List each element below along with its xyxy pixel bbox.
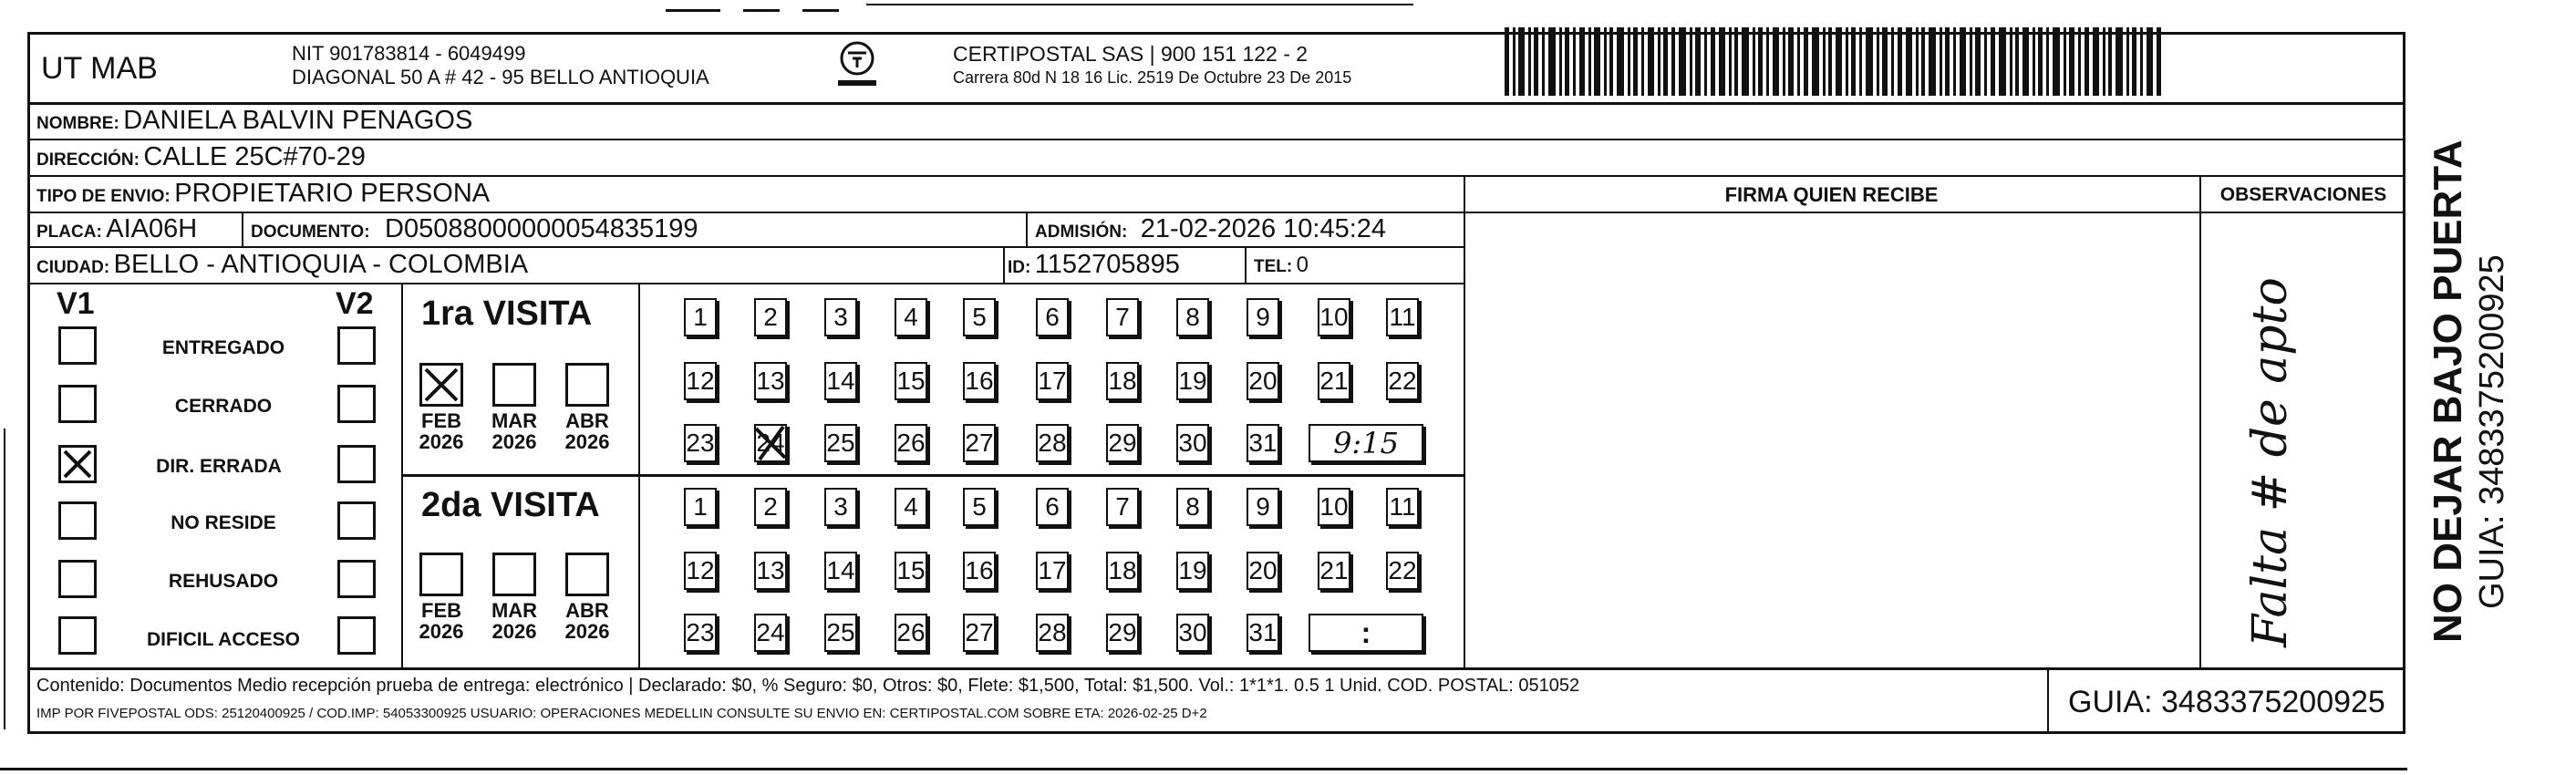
day-number: 25 (826, 429, 855, 457)
day-number: 3 (833, 492, 848, 521)
first-day-4[interactable] (895, 298, 927, 336)
company-nit: NIT 901783814 - 6049499 (292, 42, 526, 65)
first-day-29[interactable] (1106, 424, 1139, 462)
rule (27, 212, 2405, 213)
v2-checkbox-entregado[interactable] (337, 326, 376, 365)
second-month-mar-checkbox[interactable] (492, 553, 536, 596)
day-number: 19 (1178, 556, 1207, 584)
carrier-license: Carrera 80d N 18 16 Lic. 2519 De Octubre 23 De 2015 (953, 68, 1352, 87)
day-number: 24 (756, 618, 785, 646)
footer-guia: GUIA: 3483375200925 (2068, 685, 2385, 719)
first-day-28[interactable] (1036, 424, 1069, 462)
second-day-9[interactable] (1247, 488, 1279, 526)
first-day-27[interactable] (963, 424, 996, 462)
day-number: 21 (1319, 367, 1349, 395)
day-number: 28 (1038, 618, 1067, 646)
v1-checkbox-cerrado[interactable] (58, 385, 97, 423)
second-day-8[interactable] (1176, 488, 1209, 526)
first-day-9[interactable] (1247, 298, 1279, 336)
v2-checkbox-rehusado[interactable] (337, 560, 376, 598)
day-number: 12 (686, 556, 715, 584)
status-rehusado: REHUSADO (168, 571, 279, 592)
first-day-30[interactable] (1176, 424, 1209, 462)
day-number: 29 (1108, 429, 1137, 457)
second-month-abr-checkbox[interactable] (565, 553, 609, 596)
day-number: 20 (1248, 556, 1278, 584)
documento-cell (251, 216, 698, 243)
second-day-25[interactable] (824, 614, 857, 652)
tipo-row (36, 181, 490, 207)
direccion-row (36, 144, 366, 170)
day-number: 6 (1045, 492, 1060, 521)
second-day-21[interactable] (1318, 552, 1350, 590)
placa-cell (36, 216, 197, 243)
status-entregado: ENTREGADO (161, 337, 285, 358)
second-month-abr-label: ABR 2026 (564, 599, 610, 644)
day-number: 7 (1115, 492, 1130, 521)
v1-checkbox-dir-errada[interactable] (58, 445, 97, 483)
v1-label: V1 (57, 286, 95, 321)
day-number: 5 (972, 492, 987, 521)
second-day-5[interactable] (963, 488, 996, 526)
status-no-reside: NO RESIDE (171, 512, 276, 533)
day-number: 18 (1108, 367, 1137, 395)
id-value: 1152705895 (1034, 250, 1180, 279)
first-day-23[interactable] (684, 424, 717, 462)
footer-line-1: Contenido: Documentos Medio recepción prueba de entrega: electrónico | Declarado: $0, % Seguro: $0, Otros: $0, Flete: $1,500, Total: $1,500. Vol.: 1*1*1. 0.5 1 Unid. COD. POSTAL: 051052 (36, 676, 1580, 696)
day-number: 11 (1389, 492, 1416, 521)
documento-value: D05088000000054835199 (385, 214, 698, 243)
first-month-feb-label: FEB 2026 (419, 409, 464, 454)
first-day-22[interactable] (1386, 362, 1419, 400)
second-visit-time-box[interactable] (1309, 614, 1423, 652)
second-day-1[interactable] (684, 488, 717, 526)
first-day-26[interactable] (895, 424, 927, 462)
rule (27, 175, 2405, 177)
nombre-row (36, 108, 472, 134)
first-month-mar-checkbox[interactable] (492, 363, 536, 407)
first-day-16[interactable] (963, 362, 996, 400)
carrier-name: CERTIPOSTAL SAS | 900 151 122 - 2 (953, 42, 1309, 66)
day-number: 16 (965, 367, 994, 395)
second-day-30[interactable] (1176, 614, 1209, 652)
id-cell (1008, 252, 1180, 278)
day-number: 29 (1108, 618, 1137, 646)
second-day-4[interactable] (895, 488, 927, 526)
handwritten-text: Falta # de apto (2243, 277, 2298, 647)
x-mark-icon (61, 448, 94, 480)
first-day-2[interactable] (754, 298, 787, 336)
second-day-6[interactable] (1036, 488, 1069, 526)
day-number: 8 (1185, 303, 1200, 331)
second-day-15[interactable] (895, 552, 927, 590)
first-day-1[interactable] (684, 298, 717, 336)
day-number: 25 (826, 618, 855, 646)
day-number: 26 (896, 429, 926, 457)
ciudad-label: CIUDAD: (36, 258, 110, 277)
first-month-mar-label: MAR 2026 (491, 409, 538, 454)
second-day-24[interactable] (754, 614, 787, 652)
first-day-8[interactable] (1176, 298, 1209, 336)
day-number: 17 (1038, 367, 1067, 395)
first-day-13[interactable] (754, 362, 787, 400)
second-day-7[interactable] (1106, 488, 1139, 526)
second-month-feb-checkbox[interactable] (419, 553, 463, 596)
handwritten-observation (2207, 277, 2398, 666)
first-day-6[interactable] (1036, 298, 1069, 336)
day-number: 1 (693, 492, 708, 521)
placa-value: AIA06H (106, 214, 198, 243)
second-day-19[interactable] (1176, 552, 1209, 590)
day-number: 23 (686, 429, 715, 457)
top-dash (866, 4, 1413, 5)
rule (1003, 246, 1005, 283)
v1-checkbox-dificil-acceso[interactable] (58, 616, 97, 655)
day-number: 1 (693, 303, 708, 331)
status-cerrado: CERRADO (174, 396, 273, 417)
second-day-23[interactable] (684, 614, 717, 652)
barcode (1505, 27, 2161, 96)
side-guia: GUIA: 3483375200925 (2473, 254, 2511, 609)
documento-label: DOCUMENTO: (251, 222, 370, 242)
first-day-19[interactable] (1176, 362, 1209, 400)
day-number: 31 (1248, 618, 1278, 646)
day-number: 12 (686, 367, 715, 395)
company-address: DIAGONAL 50 A # 42 - 95 BELLO ANTIOQUIA (292, 66, 709, 88)
nombre-label: NOMBRE: (36, 114, 119, 133)
second-day-2[interactable] (754, 488, 787, 526)
admision-cell (1035, 216, 1386, 243)
first-day-3[interactable] (824, 298, 857, 336)
company-name: UT MAB (41, 51, 158, 86)
v2-checkbox-dir-errada[interactable] (337, 445, 376, 483)
first-day-20[interactable] (1247, 362, 1279, 400)
day-number: 27 (965, 429, 994, 457)
first-visit-title: 1ra VISITA (421, 294, 593, 333)
first-day-17[interactable] (1036, 362, 1069, 400)
direccion-value: CALLE 25C#70-29 (143, 142, 366, 171)
status-dificil-acceso: DIFICIL ACCESO (146, 629, 300, 650)
admision-value: 21-02-2026 10:45:24 (1140, 214, 1387, 243)
side-warning: NO DEJAR BAJO PUERTA (2426, 140, 2470, 643)
tipo-value: PROPIETARIO PERSONA (174, 179, 491, 208)
second-day-10[interactable] (1318, 488, 1350, 526)
bottom-edge (0, 768, 2407, 770)
guide-frame (27, 32, 2405, 734)
day-number: 27 (965, 618, 994, 646)
status-dir-errada: DIR. ERRADA (156, 456, 282, 477)
day-number: 22 (1388, 556, 1417, 584)
second-visit-time: : (1360, 616, 1371, 649)
second-visit-title: 2da VISITA (421, 486, 600, 524)
day-number: 21 (1319, 556, 1349, 584)
rule (2047, 667, 2049, 734)
day-number: 9 (1256, 492, 1270, 521)
day-number: 13 (756, 556, 785, 584)
rule (401, 474, 1464, 477)
top-dash (802, 9, 839, 12)
second-day-12[interactable] (684, 552, 717, 590)
day-number: 17 (1038, 556, 1067, 584)
day-number: 5 (972, 303, 987, 331)
second-month-feb-label: FEB 2026 (419, 599, 464, 644)
day-number: 10 (1319, 492, 1349, 521)
v2-label: V2 (336, 286, 374, 321)
day-number: 18 (1108, 556, 1137, 584)
rule (1245, 246, 1247, 283)
first-day-12[interactable] (684, 362, 717, 400)
day-number: 23 (686, 618, 715, 646)
tel-value: 0 (1296, 253, 1309, 277)
first-day-24[interactable] (754, 424, 787, 462)
rule (2199, 175, 2201, 667)
certipostal-logo (834, 40, 880, 91)
first-day-31[interactable] (1247, 424, 1279, 462)
nombre-value: DANIELA BALVIN PENAGOS (123, 106, 473, 135)
day-number: 31 (1248, 429, 1278, 457)
day-number: 24 (756, 429, 785, 457)
first-day-5[interactable] (963, 298, 996, 336)
second-day-3[interactable] (824, 488, 857, 526)
rule (242, 212, 243, 248)
rule (27, 102, 2405, 105)
day-number: 11 (1389, 303, 1416, 331)
admision-label: ADMISIÓN: (1035, 222, 1128, 242)
observaciones-header: OBSERVACIONES (2219, 184, 2387, 205)
second-day-20[interactable] (1247, 552, 1279, 590)
day-number: 6 (1045, 303, 1060, 331)
first-month-abr-checkbox[interactable] (565, 363, 609, 407)
second-day-22[interactable] (1386, 552, 1419, 590)
footer-line-2: IMP POR FIVEPOSTAL ODS: 25120400925 / COD.IMP: 54053300925 USUARIO: OPERACIONES MEDELLIN CONSULTE SU ENVIO EN: CERTIPOSTAL.COM SOBRE ETA: 2026-02-25 D+2 (36, 706, 1207, 721)
ciudad-cell (36, 252, 528, 278)
second-day-17[interactable] (1036, 552, 1069, 590)
x-mark-icon (422, 366, 460, 404)
first-month-feb-checkbox[interactable] (419, 363, 463, 407)
first-day-10[interactable] (1318, 298, 1350, 336)
second-day-31[interactable] (1247, 614, 1279, 652)
first-day-11[interactable] (1386, 298, 1419, 336)
top-dash (666, 9, 720, 12)
first-month-abr-label: ABR 2026 (564, 409, 610, 454)
first-visit-time-box[interactable] (1309, 424, 1423, 462)
day-number: 4 (904, 303, 918, 331)
day-number: 22 (1388, 367, 1417, 395)
v1-checkbox-no-reside[interactable] (58, 501, 97, 540)
v2-checkbox-no-reside[interactable] (337, 501, 376, 540)
day-number: 14 (826, 556, 855, 584)
day-number: 8 (1185, 492, 1200, 521)
first-visit-time: 9:15 (1333, 426, 1399, 460)
day-number: 15 (896, 556, 926, 584)
rule (27, 139, 2405, 140)
tipo-label: TIPO DE ENVIO: (36, 187, 171, 206)
second-month-mar-label: MAR 2026 (491, 599, 538, 644)
v1-checkbox-entregado[interactable] (58, 326, 97, 365)
day-number: 20 (1248, 367, 1278, 395)
second-day-11[interactable] (1386, 488, 1419, 526)
first-day-25[interactable] (824, 424, 857, 462)
tel-cell (1254, 254, 1309, 276)
placa-label: PLACA: (36, 222, 102, 242)
firma-header: FIRMA QUIEN RECIBE (1724, 183, 1939, 206)
rule (27, 283, 1464, 284)
day-number: 30 (1178, 429, 1207, 457)
day-number: 19 (1178, 367, 1207, 395)
day-number: 15 (896, 367, 926, 395)
first-day-18[interactable] (1106, 362, 1139, 400)
v2-checkbox-cerrado[interactable] (337, 385, 376, 423)
rule (1464, 175, 1465, 667)
day-number: 10 (1319, 303, 1349, 331)
v1-checkbox-rehusado[interactable] (58, 560, 97, 598)
day-number: 3 (833, 303, 848, 331)
rule (1026, 212, 1028, 248)
id-label: ID: (1008, 258, 1031, 277)
day-number: 26 (896, 618, 926, 646)
second-day-13[interactable] (754, 552, 787, 590)
day-number: 16 (965, 556, 994, 584)
day-number: 9 (1256, 303, 1270, 331)
second-day-28[interactable] (1036, 614, 1069, 652)
margin-tick (4, 429, 5, 729)
first-day-7[interactable] (1106, 298, 1139, 336)
day-number: 28 (1038, 429, 1067, 457)
day-number: 14 (826, 367, 855, 395)
second-day-16[interactable] (963, 552, 996, 590)
day-number: 7 (1115, 303, 1130, 331)
first-day-14[interactable] (824, 362, 857, 400)
ciudad-value: BELLO - ANTIOQUIA - COLOMBIA (113, 250, 529, 279)
day-number: 30 (1178, 618, 1207, 646)
second-day-18[interactable] (1106, 552, 1139, 590)
day-number: 13 (756, 367, 785, 395)
v2-checkbox-dificil-acceso[interactable] (337, 616, 376, 655)
day-number: 2 (763, 303, 778, 331)
x-mark-icon (752, 423, 789, 463)
day-number: 2 (763, 492, 778, 521)
direccion-label: DIRECCIÓN: (36, 150, 140, 170)
second-day-14[interactable] (824, 552, 857, 590)
second-day-26[interactable] (895, 614, 927, 652)
top-dash (743, 9, 780, 12)
first-day-21[interactable] (1318, 362, 1350, 400)
second-day-27[interactable] (963, 614, 996, 652)
second-day-29[interactable] (1106, 614, 1139, 652)
tel-label: TEL: (1254, 257, 1293, 276)
day-number: 4 (904, 492, 918, 521)
first-day-15[interactable] (895, 362, 927, 400)
